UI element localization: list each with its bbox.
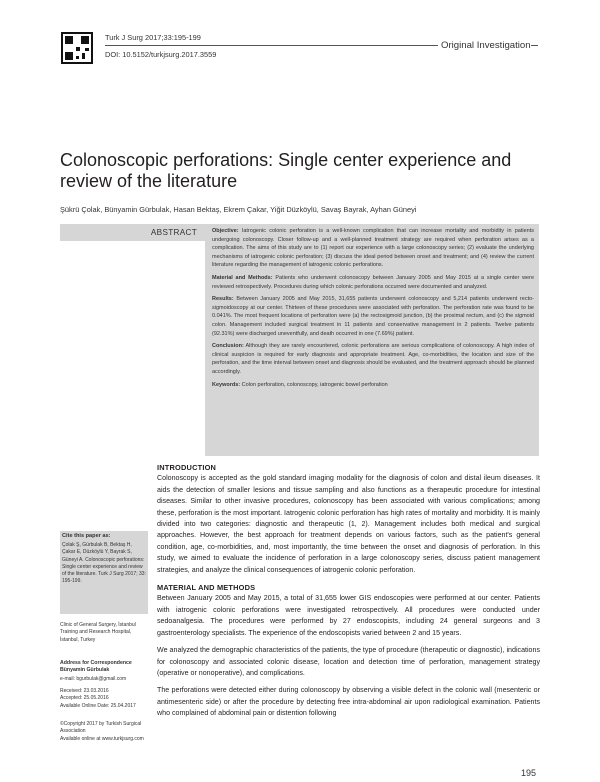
author-list: Şükrü Çolak, Bünyamin Gürbulak, Hasan Bektaş, Ekrem Çakar, Yiğit Düzköylü, Savaş Bayrak, Ayhan Güneyi: [60, 205, 417, 214]
introduction-heading: INTRODUCTION: [157, 463, 217, 472]
affiliation: Clinic of General Surgery, İstanbul Training and Research Hospital, İstanbul, Turkey: [60, 622, 136, 643]
cite-heading: Cite this paper as:: [62, 533, 111, 539]
copyright-block: [60, 721, 148, 743]
qr-code: [61, 32, 93, 64]
correspondence-email[interactable]: e-mail: bgurbulak@gmail.com: [60, 676, 127, 682]
accepted-date: Accepted: 25.05.2016: [60, 695, 109, 702]
abstract-results: Results: Between January 2005 and May 2015, 31,655 patients underwent colonoscopy and 5,214 patients underwent recto-sigmoidoscopy at our center. Thirteen of these procedures were associated with perforation. The perforation rate was found to be 0.041%. The most frequent locations of perforation were (a) the rectosigmoid junction, (b) the proximal rectum, and (c) the sigmoid colon. Management included surgical treatment in 11 patients and conservative management in 2 patients. Twelve patients (92.31%) were discharged uneventfully, and death occurred in one (7.69%) patient.: [212, 296, 534, 337]
article-dates: [60, 688, 148, 710]
article-type: Original Investigation: [438, 40, 531, 51]
abstract-keywords: Keywords: Colon perforation, colonoscopy, iatrogenic bowel perforation: [212, 381, 388, 388]
article-body: [157, 462, 540, 726]
abstract-methods: Material and Methods: Patients who underwent colonoscopy between January 2005 and May 2015 at a single center were reviewed retrospectively. Procedures during which colonic perforations occurred were documented and analyzed.: [212, 274, 535, 290]
doi[interactable]: DOI: 10.5152/turkjsurg.2017.3559: [105, 50, 217, 59]
abstract-body: [212, 227, 534, 393]
methods-heading: MATERIAL AND METHODS: [157, 583, 256, 593]
online-date: Available Online Date: 25.04.2017: [60, 702, 136, 709]
journal-website[interactable]: Available online at www.turkjsurg.com: [60, 735, 144, 742]
cite-text: Çolak Ş, Gürbulak B, Bektaş H, Çakar E, Düzköylü Y, Bayrak S, Güneyi A. Colonoscopic perforations: Single center experience and review of the literature. Turk J Surg 2017; 33: 195-199.: [62, 542, 146, 585]
correspondence-heading: Address for Correspondence Bünyamin Gürbulak: [60, 660, 132, 674]
introduction-paragraph: Colonoscopy is accepted as the gold standard imaging modality for the diagnosis of colon and distal ileum diseases. It aids the detection of smaller lesions and tissue sampling and also functions as a therapeutic procedure for intestinal diseases. Similar to other invasive procedures, colonoscopy has been associated with various complications; among these, perforation is the most important. Iatrogenic colonic perforation has high rates of mortality and morbidity. It is mainly divided into two categories: diagnostic and therapeutic (1, 2). Management includes both medical and surgical approaches. However, the best approach for treatment depends on various factors, such as the patient's general condition, age, co-morbidities, and, most importantly, the time between the onset and diagnosis of perforation. In this study, we aimed to evaluate the incidence of perforation in a large colonoscopy series, discuss patient management strategies, and analyze the clinical consequences of iatrogenic colonic perforation.: [157, 474, 540, 574]
methods-paragraph-1: Between January 2005 and May 2015, a total of 31,655 lower GIS endoscopies were performed at our center. Patients with iatrogenic colonic perforations were investigated retrospectively. All procedures were conducted under sedoanalgesia. The procedures were performed by 27 endoscopists, including 24 general surgeons and 3 gastroenterology specialists. The experience of the endoscopists varied between 2 and 15 years.: [157, 594, 540, 637]
copyright: ©Copyright 2017 by Turkish Surgical Association: [60, 721, 142, 735]
journal-citation: Turk J Surg 2017;33:195-199: [105, 33, 201, 42]
page-number: 195: [521, 768, 537, 778]
received-date: Received: 23.03.2016: [60, 688, 109, 694]
article-title: Colonoscopic perforations: Single center experience and review of the literature: [60, 150, 512, 191]
methods-paragraph-3: The perforations were detected either during colonoscopy by observing a visible defect in the colonic wall (mesenteric or antimesenteric side) or after the procedure by detecting free intra-abdominal air upon radiological examination. Patients who complained of abdominal pain or distention following: [157, 686, 540, 718]
abstract-conclusion: Conclusion: Although they are rarely encountered, colonic perforations are serious complications of colonoscopy. A high index of clinical suspicion is required for early diagnosis and appropriate treatment. Age, co-morbidities, the location and size of the perforation, and the time interval between onset and diagnosis should be evaluated, and the treatment approach should be planned accordingly.: [212, 343, 534, 375]
methods-paragraph-2: We analyzed the demographic characteristics of the patients, the type of procedure (therapeutic or diagnostic), indications for colonoscopy and associated colonic disease, location and detection time of perforation, management strategy (operative or nonoperative), and complications.: [157, 646, 540, 677]
abstract-objective: Objective: Iatrogenic colonic perforation is a well-known complication that can increase mortality and morbidity in patients undergoing colonoscopy. Closer follow-up and a well-planned treatment strategy are required when perforation arises as a complication. The aims of this study are to (1) report our experience with a large colonoscopy series; (2) evaluate the underlying mechanisms of iatrogenic colonic perforation; (3) discuss the ideal period between onset and treatment; and (4) review the current literature regarding the management of iatrogenic colonic perforations.: [212, 228, 534, 269]
abstract-label: ABSTRACT: [60, 224, 205, 241]
